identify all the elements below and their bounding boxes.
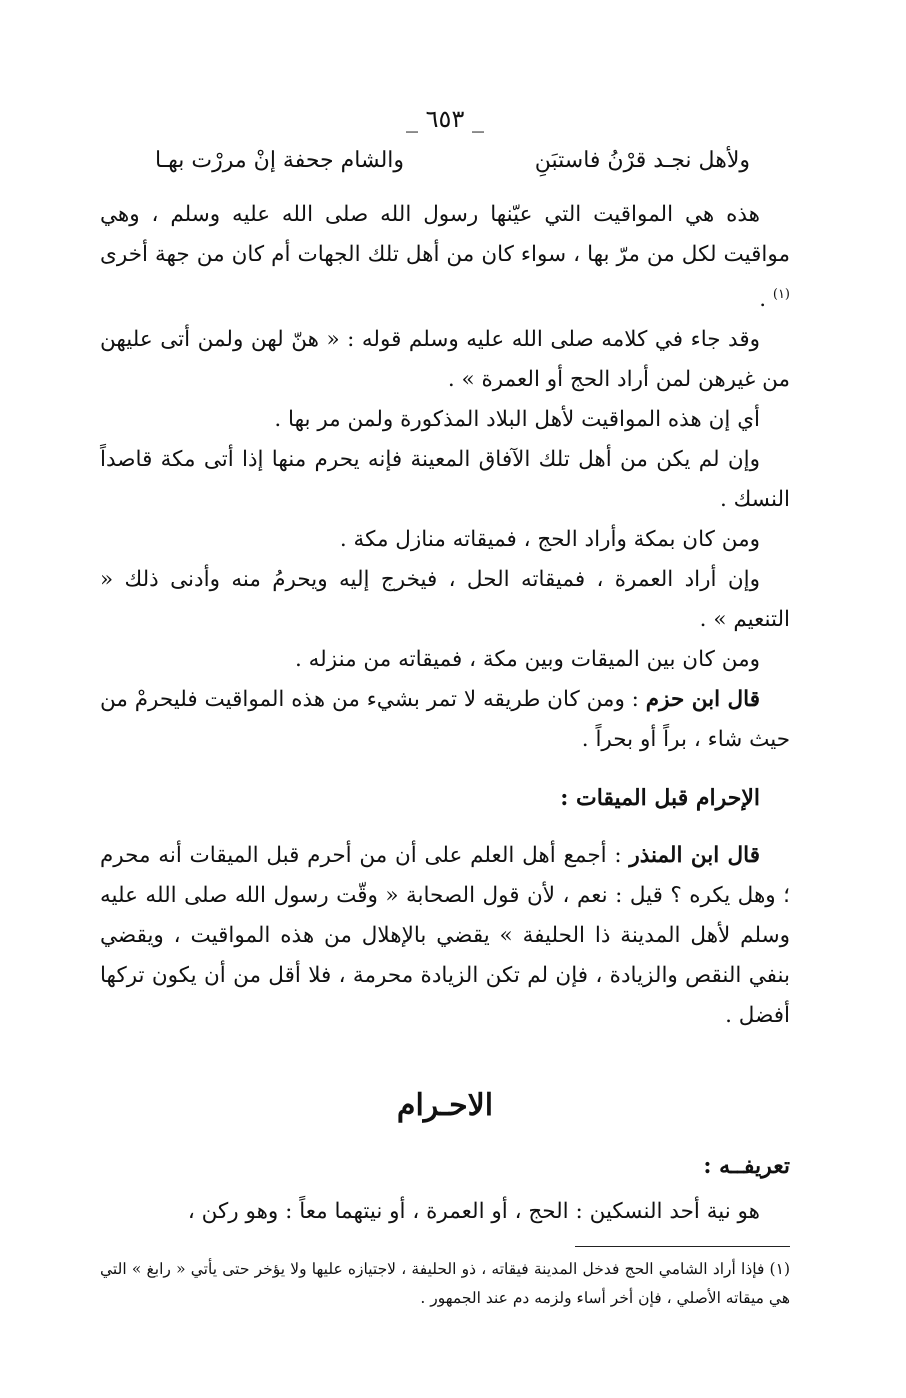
paragraph-explanation: أي إن هذه المواقيت لأهل البلاد المذكورة ولمن مر بها .: [274, 407, 760, 433]
paragraph-hadith: وقد جاء في كلامه صلى الله عليه وسلم قوله : « هنّ لهن ولمن أتى عليهن من غيرهن لمن أراد الحج أو العمرة » .: [100, 327, 790, 393]
verse-left-hemistich: والشام جحفة إنْ مررْت بهـا: [155, 148, 405, 173]
paragraph-makkah-hajj: ومن كان بمكة وأراد الحج ، فميقاته منازل مكة .: [339, 527, 760, 553]
book-page: [100, 105, 790, 1313]
poetry-verse: [100, 141, 790, 181]
footnote-marker: (١): [772, 287, 790, 302]
footnote-divider: [575, 1246, 790, 1247]
ibn-hazm-name: قال ابن حزم: [645, 687, 760, 713]
verse-right-hemistich: ولأهل نجـد قرْنُ فاستبَنِ: [534, 148, 750, 173]
paragraph-ibn-mundhir: [100, 836, 790, 1036]
paragraph-mawaqit: [100, 195, 790, 320]
ibn-hazm-text: : ومن كان طريقه لا تمر بشيء من هذه المواقيت فليحرمْ من حيث شاء ، براً أو بحراً .: [100, 687, 790, 753]
definition-text: هو نية أحد النسكين : الحج ، أو العمرة ، أو نيتهما معاً : وهو ركن ،: [187, 1199, 760, 1225]
section-heading: الإحرام قبل الميقات :: [560, 785, 760, 812]
ibn-mundhir-text: : أجمع أهل العلم على أن من أحرم قبل الميقات أنه محرم ؛ وهل يكره ؟ قيل : نعم ، لأن قول الصحابة « وقّت رسول الله صلى الله عليه وسلم لأهل المدينة ذا الحليفة » يقضي بالإهلال من هذه المواقيت ، ويقضي بنفي النقص والزيادة ، فإن لم تكن الزيادة محرمة ، فلا أقل من أن يكون تركها أفضل .: [100, 843, 790, 1029]
paragraph-umrah: وإن أراد العمرة ، فميقاته الحل ، فيخرج إليه ويحرمُ منه وأدنى ذلك « التنعيم » .: [100, 567, 790, 633]
footnote: (١) فإذا أراد الشامي الحج فدخل المدينة فيقاته ، ذو الحليفة ، لاجتيازه عليها ولا يؤخر حتى يأتي « رابغ » التي هي ميقاته الأصلي ، فإن أخر أساء ولزمه دم عند الجمهور .: [100, 1260, 790, 1308]
definition-title: تعريفــه :: [703, 1153, 790, 1180]
ibn-mundhir-name: قال ابن المنذر: [629, 843, 761, 869]
paragraph-between: ومن كان بين الميقات وبين مكة ، فميقاته من منزله .: [294, 647, 760, 673]
page-number: _ ٦٥٣ _: [406, 105, 484, 133]
paragraph-ibn-hazm: [100, 680, 790, 760]
chapter-title: الاحـرام: [396, 1088, 494, 1124]
paragraph-mawaqit-text: هذه هي المواقيت التي عيّنها رسول الله صلى الله عليه وسلم ، وهي مواقيت لكل من مرّ بها ، سواء كان من أهل تلك الجهات أم كان من جهة أخرى: [100, 202, 790, 267]
paragraph-outsiders: وإن لم يكن من أهل تلك الآفاق المعينة فإنه يحرم منها إذا أتى مكة قاصداً النسك .: [100, 447, 790, 513]
paragraph-mawaqit-end: .: [759, 287, 773, 313]
